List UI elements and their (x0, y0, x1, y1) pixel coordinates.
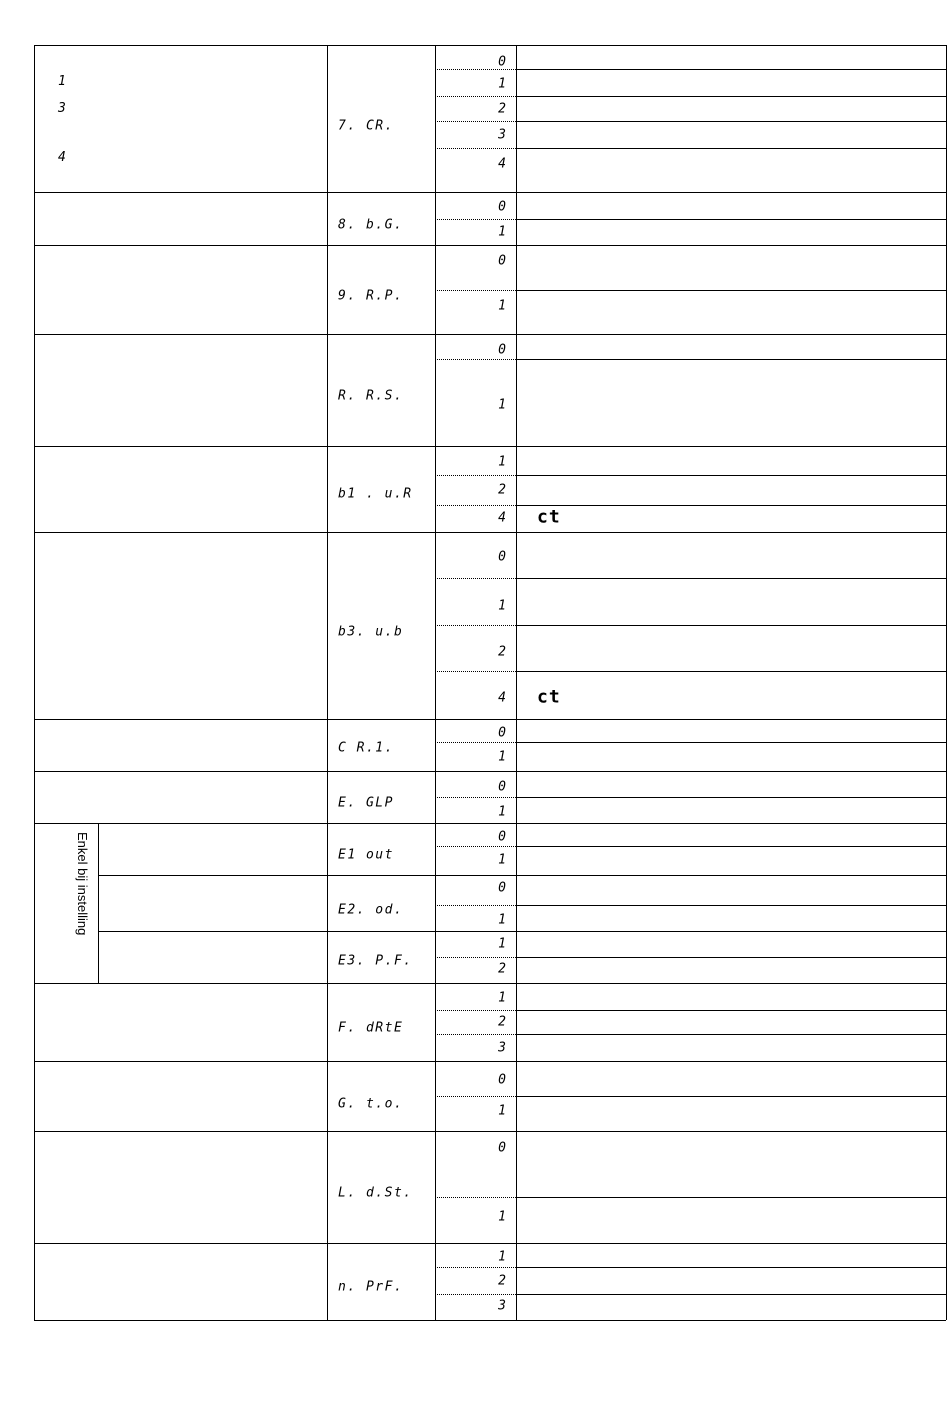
dotted-rule (435, 148, 516, 149)
dotted-rule (435, 96, 516, 97)
dotted-rule (435, 846, 516, 847)
dotted-rule (435, 957, 516, 958)
setting-value: 0 (498, 880, 506, 896)
setting-value: 1 (498, 804, 506, 820)
table-rule (34, 771, 946, 772)
setting-value: 3 (498, 127, 506, 143)
setting-value: 2 (498, 1273, 506, 1289)
setting-value: 0 (498, 829, 506, 845)
setting-value: 3 (498, 1298, 506, 1314)
setting-code: E2. od. (338, 902, 404, 918)
dotted-rule (435, 671, 516, 672)
table-rule (34, 45, 946, 46)
table-rule (516, 957, 946, 958)
setting-value: 0 (498, 342, 506, 358)
table-rule (516, 1267, 946, 1268)
table-rule (34, 245, 946, 246)
table-rule (516, 219, 946, 220)
table-rule (34, 1243, 946, 1244)
side-number: 1 (58, 74, 66, 89)
table-rule (34, 719, 946, 720)
table-column-rule (516, 45, 517, 1320)
dotted-rule (435, 475, 516, 476)
side-number: 4 (58, 150, 66, 165)
setting-value: 1 (498, 1249, 506, 1265)
ct-indicator: ct (537, 506, 561, 528)
setting-code: 8. b.G. (338, 217, 404, 233)
setting-code: 7. CR. (338, 118, 394, 134)
setting-value: 1 (498, 454, 506, 470)
setting-value: 1 (498, 990, 506, 1006)
setting-value: 1 (498, 936, 506, 952)
dotted-rule (435, 625, 516, 626)
table-rule (516, 1034, 946, 1035)
dotted-rule (435, 1034, 516, 1035)
table-column-rule (98, 823, 99, 983)
table-rule (34, 1131, 946, 1132)
dotted-rule (435, 797, 516, 798)
table-column-rule (435, 45, 436, 1320)
setting-value: 0 (498, 54, 506, 70)
setting-value: 1 (498, 598, 506, 614)
dotted-rule (435, 1010, 516, 1011)
table-rule (516, 359, 946, 360)
setting-value: 0 (498, 549, 506, 565)
table-rule (516, 1294, 946, 1295)
table-rule (34, 823, 946, 824)
setting-value: 2 (498, 644, 506, 660)
dotted-rule (435, 1197, 516, 1198)
table-column-rule (34, 45, 35, 1320)
setting-value: 2 (498, 1014, 506, 1030)
setting-code: G. t.o. (338, 1096, 404, 1112)
setting-code: 9. R.P. (338, 288, 404, 304)
dotted-rule (435, 505, 516, 506)
dotted-rule (435, 905, 516, 906)
ct-indicator: ct (537, 686, 561, 708)
setting-value: 1 (498, 749, 506, 765)
setting-value: 4 (498, 690, 506, 706)
dotted-rule (435, 219, 516, 220)
table-rule (34, 446, 946, 447)
table-rule (516, 69, 946, 70)
setting-value: 1 (498, 224, 506, 240)
setting-value: 1 (498, 912, 506, 928)
setting-value: 2 (498, 961, 506, 977)
setting-code: C R.1. (338, 740, 394, 756)
table-rule (516, 96, 946, 97)
setting-code: b3. u.b (338, 624, 404, 640)
setting-value: 1 (498, 852, 506, 868)
table-rule (34, 192, 946, 193)
table-rule (516, 148, 946, 149)
dotted-rule (435, 1096, 516, 1097)
table-rule (516, 742, 946, 743)
setting-value: 1 (498, 298, 506, 314)
dotted-rule (435, 1267, 516, 1268)
setting-code: E1 out (338, 847, 394, 863)
dotted-rule (435, 290, 516, 291)
setting-value: 0 (498, 725, 506, 741)
table-rule (516, 1197, 946, 1198)
setting-code: n. PrF. (338, 1279, 404, 1295)
table-rule (516, 505, 946, 506)
setting-value: 3 (498, 1040, 506, 1056)
table-rule (98, 931, 946, 932)
table-column-rule (946, 45, 947, 1320)
setting-code: E. GLP (338, 795, 394, 811)
table-rule (516, 475, 946, 476)
setting-value: 1 (498, 76, 506, 92)
setting-value: 2 (498, 101, 506, 117)
side-label: Enkel bij instelling (75, 832, 90, 936)
dotted-rule (435, 359, 516, 360)
setting-value: 0 (498, 199, 506, 215)
setting-value: 0 (498, 1140, 506, 1156)
table-rule (516, 578, 946, 579)
dotted-rule (435, 578, 516, 579)
side-number: 3 (58, 101, 66, 116)
setting-code: L. d.St. (338, 1185, 413, 1201)
table-rule (516, 846, 946, 847)
table-rule (34, 983, 946, 984)
setting-value: 1 (498, 397, 506, 413)
setting-value: 0 (498, 253, 506, 269)
table-rule (516, 671, 946, 672)
table-rule (516, 290, 946, 291)
setting-code: R. R.S. (338, 388, 404, 404)
table-column-rule (327, 45, 328, 1320)
table-rule (516, 625, 946, 626)
setting-value: 4 (498, 510, 506, 526)
table-rule (516, 905, 946, 906)
setting-code: F. dRtE (338, 1020, 404, 1036)
table-rule (98, 875, 946, 876)
setting-value: 0 (498, 779, 506, 795)
setting-value: 1 (498, 1103, 506, 1119)
dotted-rule (435, 121, 516, 122)
table-rule (516, 1010, 946, 1011)
table-rule (516, 1096, 946, 1097)
table-rule (34, 334, 946, 335)
dotted-rule (435, 1294, 516, 1295)
table-rule (516, 797, 946, 798)
setting-value: 0 (498, 1072, 506, 1088)
table-rule (516, 121, 946, 122)
table-rule (34, 1061, 946, 1062)
setting-code: E3. P.F. (338, 953, 413, 969)
dotted-rule (435, 742, 516, 743)
setting-value: 1 (498, 1209, 506, 1225)
table-rule (34, 1320, 946, 1321)
table-rule (34, 532, 946, 533)
setting-value: 2 (498, 482, 506, 498)
setting-code: b1 . u.R (338, 486, 413, 502)
setting-value: 4 (498, 156, 506, 172)
